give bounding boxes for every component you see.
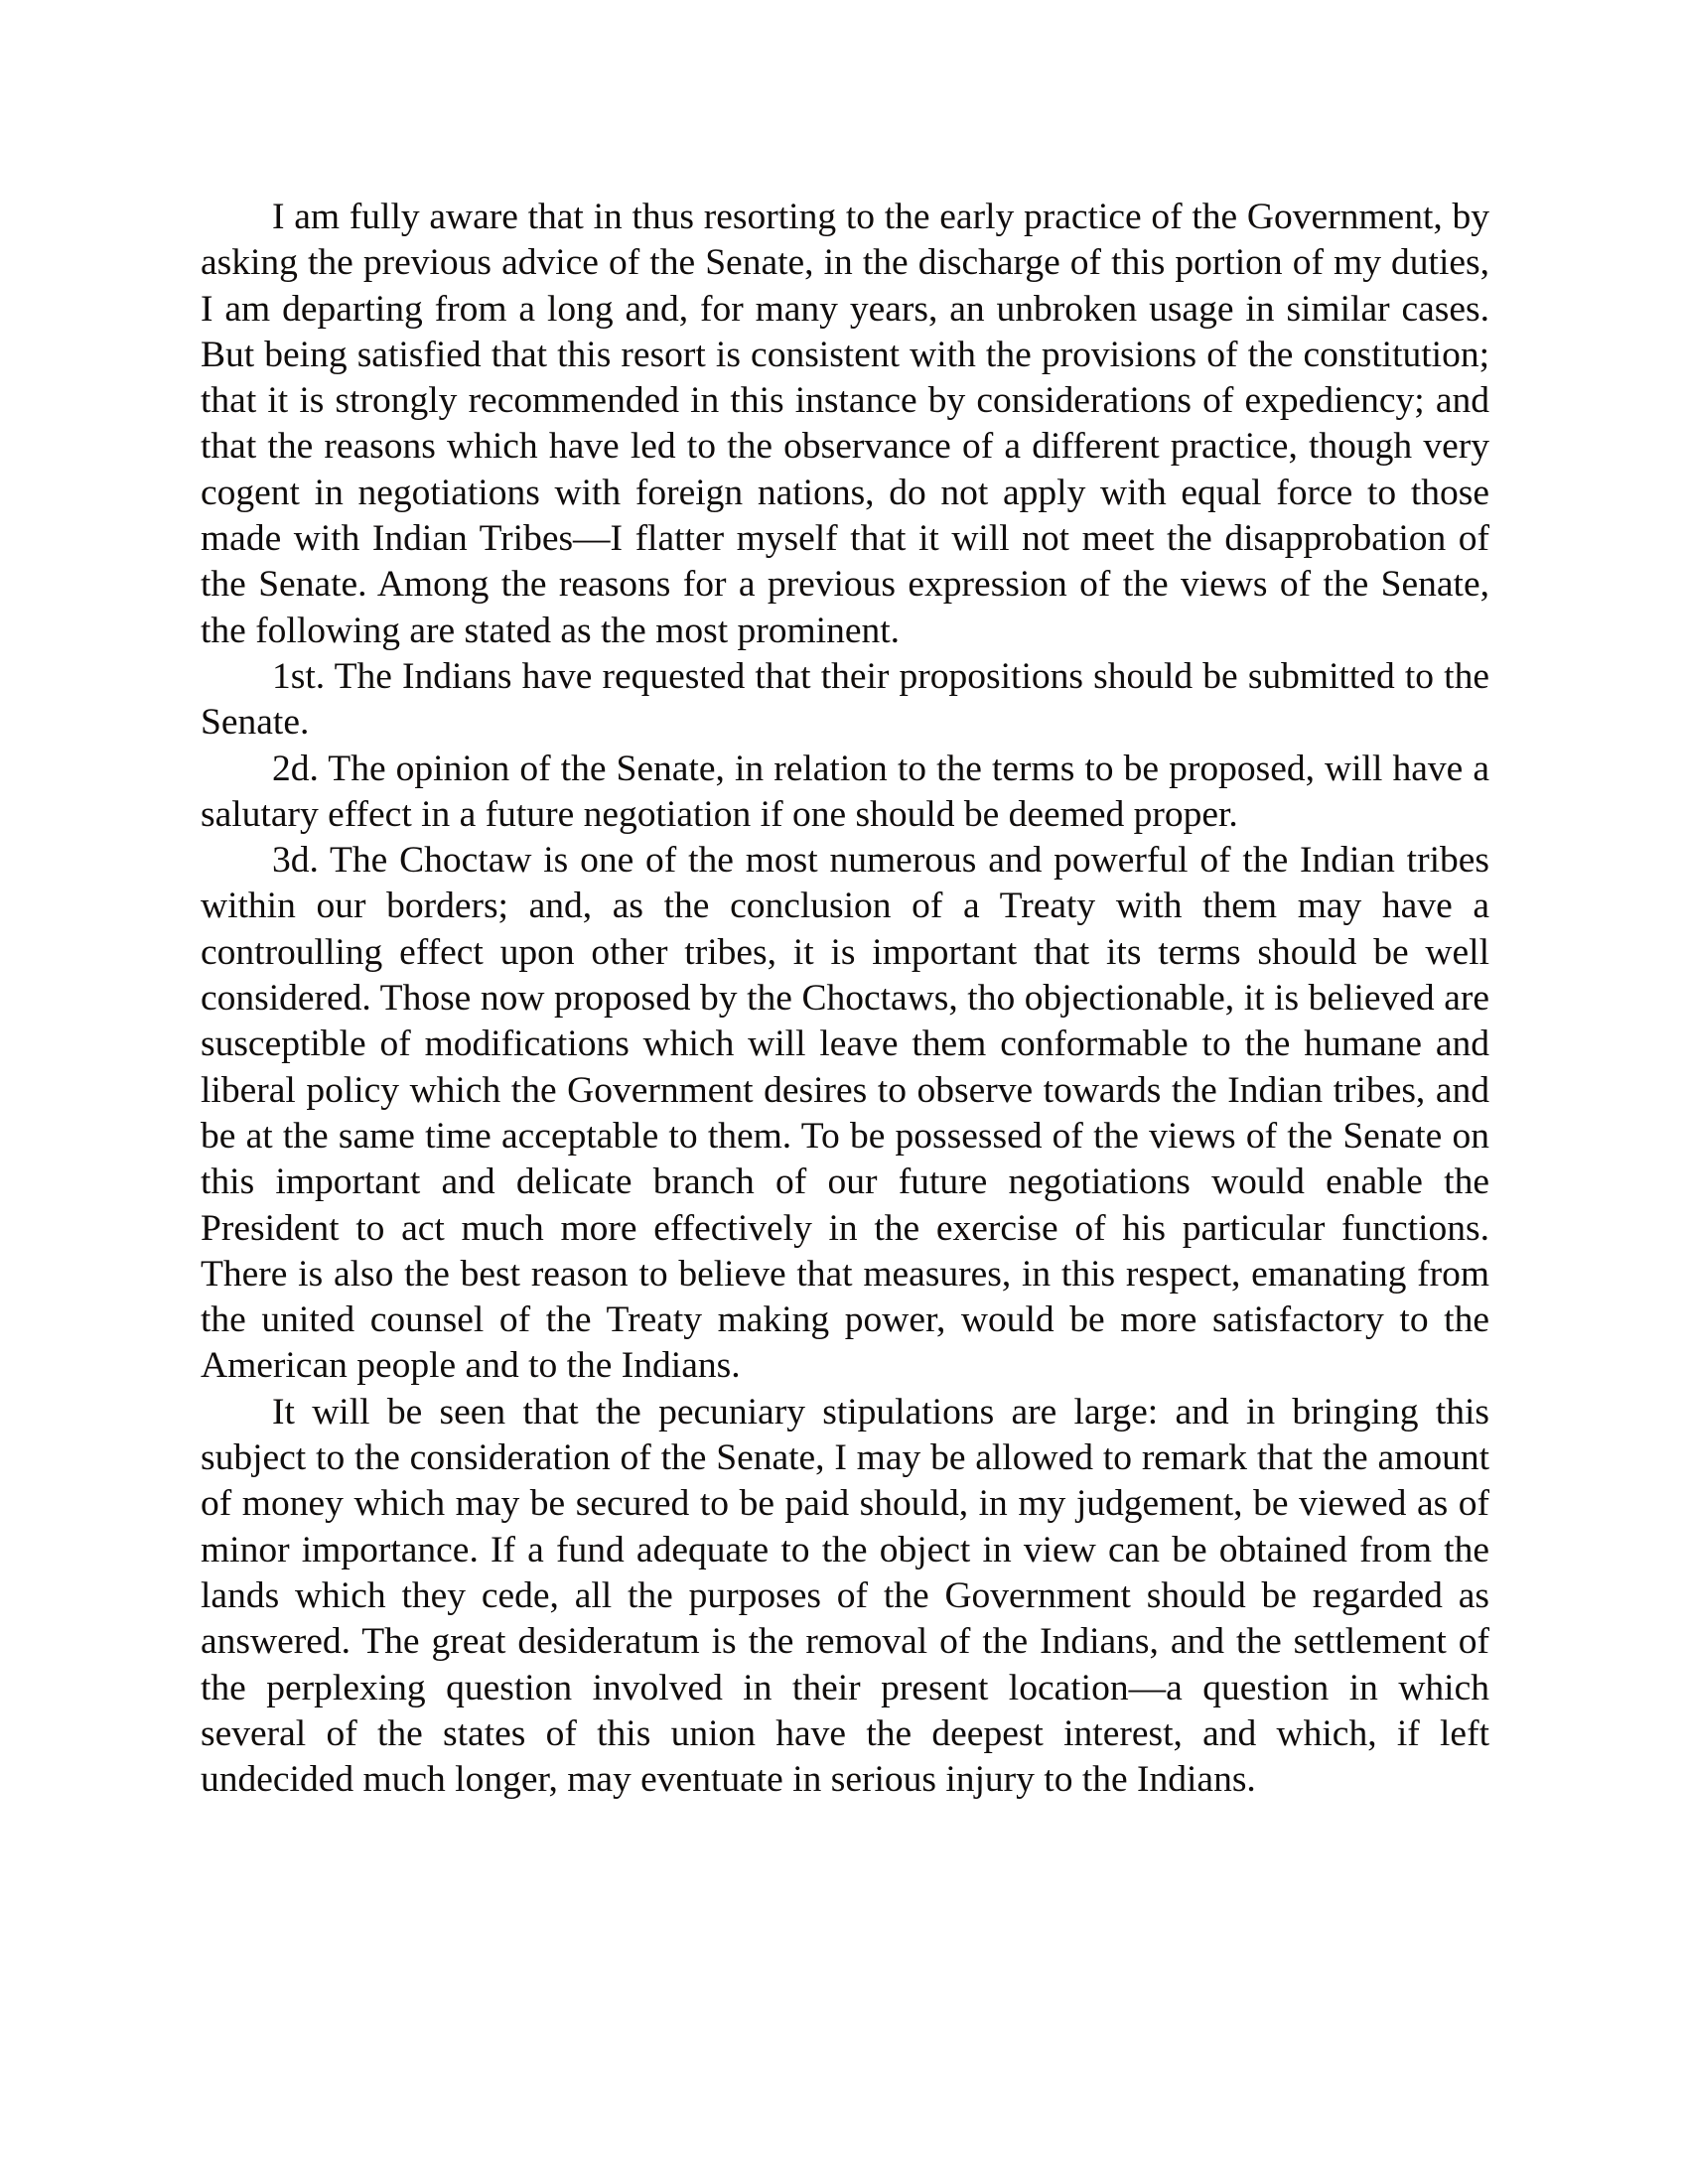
document-body xyxy=(201,195,1489,1803)
paragraph-reason-3d: 3d. The Choctaw is one of the most numerous and powerful of the Indian tribes within our borders; and, as the conclusion of a Treaty with them may have a controulling effect upon other tribes, it is important that its terms should be well considered. Those now proposed by the Choctaws, tho objectionable, it is believed are susceptible of modifications which will leave them conformable to the humane and liberal policy which the Government desires to observe towards the Indian tribes, and be at the same time acceptable to them. To be possessed of the views of the Senate on this important and delicate branch of our future negotiations would enable the President to act much more effectively in the exercise of his particular functions. There is also the best reason to believe that measures, in this respect, emanating from the united counsel of the Treaty making power, would be more satisfactory to the American people and to the Indians. xyxy=(201,840,1489,1387)
paragraph-reason-1st: 1st. The Indians have requested that their propositions should be submitted to the Senate. xyxy=(201,655,1489,744)
paragraph-opening: I am fully aware that in thus resorting to the early practice of the Government, by asking the previous advice of the Senate, in the discharge of this portion of my duties, I am departing from a long and, for many years, an unbroken usage in similar cases. But being satisfied that this resort is consistent with the provisions of the constitution; that it is strongly recommended in this instance by considerations of expediency; and that the reasons which have led to the observance of a different practice, though very cogent in negotiations with foreign nations, do not apply with equal force to those made with Indian Tribes—I flatter myself that it will not meet the disapprobation of the Senate. Among the reasons for a previous expression of the views of the Senate, the following are stated as the most prominent. xyxy=(201,197,1489,651)
paragraph-reason-2d: 2d. The opinion of the Senate, in relation to the terms to be proposed, will have a salutary effect in a future negotiation if one should be deemed proper. xyxy=(201,748,1489,835)
paragraph-pecuniary-stipulations: It will be seen that the pecuniary stipulations are large: and in bringing this subject to the consideration of the Senate, I may be allowed to remark that the amount of money which may be secured to be paid should, in my judgement, be viewed as of minor importance. If a fund adequate to the object in view can be obtained from the lands which they cede, all the purposes of the Government should be regarded as answered. The great desideratum is the removal of the Indians, and the settlement of the perplexing question involved in their present location—a question in which several of the states of this union have the deepest interest, and which, if left undecided much longer, may eventuate in serious injury to the Indians. xyxy=(201,1391,1489,1801)
